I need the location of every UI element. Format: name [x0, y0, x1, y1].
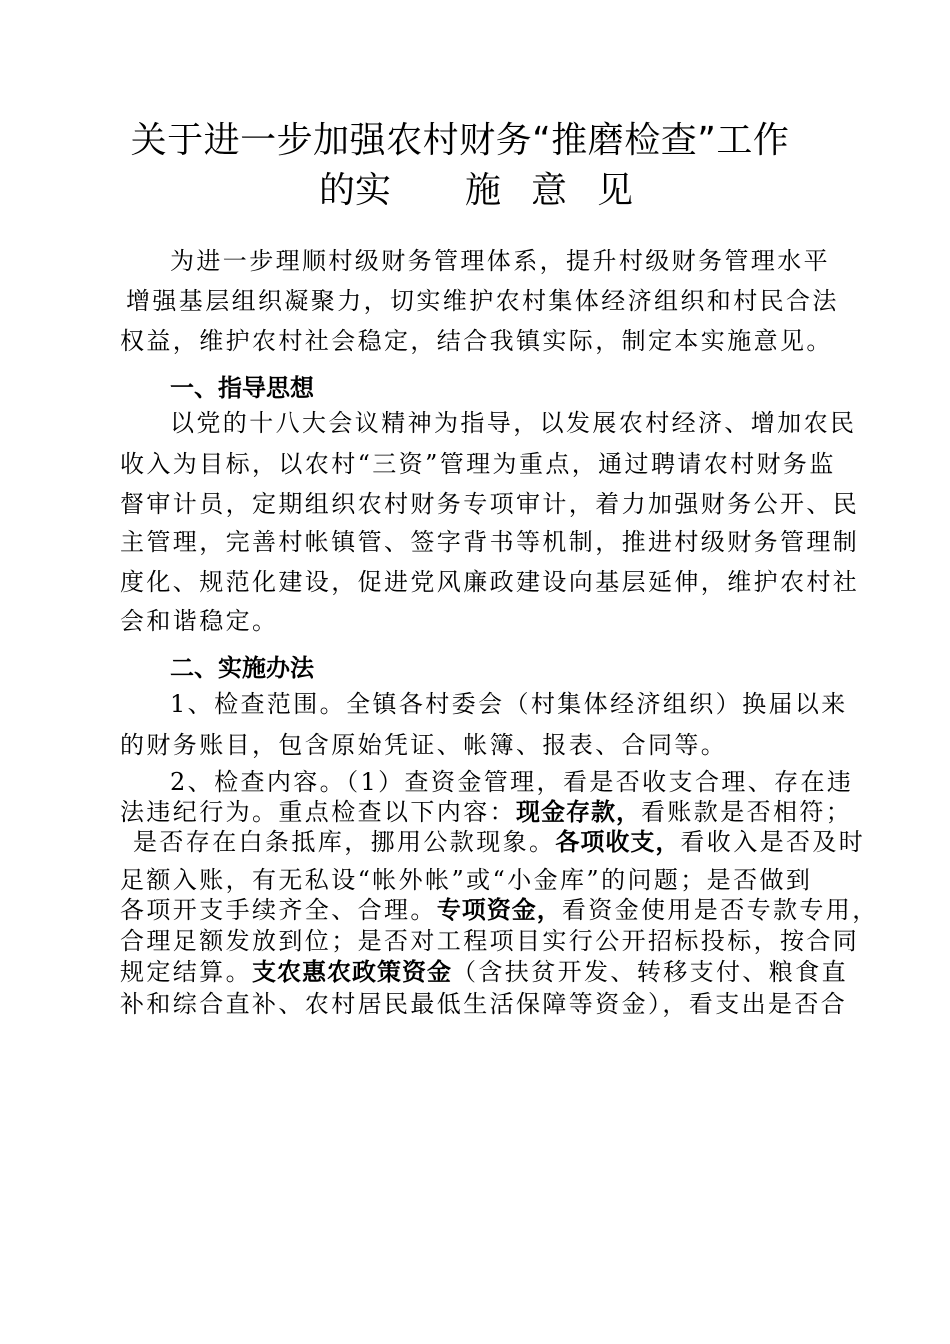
intro-line-2: 增强基层组织凝聚力，切实维护农村集体经济组织和村民合法: [126, 287, 839, 315]
item2-line-3: [133, 827, 865, 857]
intro-line-3: 权益，维护农村社会稳定，结合我镇实际，制定本实施意见。: [120, 327, 833, 355]
keyword-special-funds: 专项资金，: [436, 896, 562, 924]
item2-line-8: 补和综合直补、农村居民最低生活保障等资金），看支出是否合: [120, 990, 848, 1018]
item2-line-4: 足额入账，有无私设“帐外帐”或“小金库”的问题；是否做到: [120, 866, 813, 894]
item2-line-5: [120, 895, 879, 925]
section1-line-5: 度化、规范化建设，促进党风廉政建设向基层延伸，维护农村社: [120, 568, 860, 596]
item2-line-5-text-a: 各项开支手续齐全、合理。: [120, 896, 437, 924]
title-part-1: 的实: [318, 170, 391, 211]
item2-line-3-text-a: 是否存在白条抵库，挪用公款现象。: [133, 828, 556, 856]
title-part-3: 意: [531, 170, 568, 211]
item2-line-2-text-a: 法违纪行为。重点检查以下内容：: [120, 798, 516, 826]
item2-line-1: 2、检查内容。（1）查资金管理，看是否收支合理、存在违: [170, 768, 854, 796]
section-heading-guiding-ideology: 一、指导思想: [170, 374, 314, 402]
item2-line-7-text-b: （含扶贫开发、转移支付、粮食直: [452, 958, 848, 986]
section1-line-3: 督审计员，定期组织农村财务专项审计，着力加强财务公开、民: [120, 490, 860, 518]
keyword-agricultural-policy-funds: 支农惠农政策资金: [252, 958, 452, 986]
item2-line-7: [120, 957, 848, 987]
section-heading-implementation: 二、实施办法: [170, 654, 314, 682]
section1-line-4: 主管理，完善村帐镇管、签字背书等机制，推进村级财务管理制: [120, 528, 860, 556]
title-part-2: 施: [464, 170, 501, 211]
title-part-4: 见: [597, 170, 634, 211]
intro-line-1: 为进一步理顺村级财务管理体系，提升村级财务管理水平: [170, 247, 830, 275]
item2-line-7-text-a: 规定结算。: [120, 958, 252, 986]
keyword-cash-deposits: 现金存款，: [516, 798, 641, 826]
section1-line-1: 以党的十八大会议精神为指导，以发展农村经济、增加农民: [170, 409, 857, 437]
item2-line-5-text-b: 看资金使用是否专款专用，: [561, 896, 879, 924]
item2-line-3-text-b: 看收入是否及时: [680, 828, 866, 856]
item2-line-2: [120, 797, 852, 827]
document-title-line-1: 关于进一步加强农村财务“推磨检查”工作: [130, 120, 790, 161]
document-title-line-2: [16, 162, 936, 213]
keyword-income-expenditure: 各项收支，: [555, 828, 681, 856]
item2-line-6: 合理足额发放到位；是否对工程项目实行公开招标投标，按合同: [120, 927, 860, 955]
section1-line-2: 收入为目标，以农村“三资”管理为重点，通过聘请农村财务监: [120, 450, 836, 478]
item2-line-2-text-b: 看账款是否相符；: [641, 798, 853, 826]
item1-line-1: 1、检查范围。全镇各村委会（村集体经济组织）换届以来: [170, 690, 848, 718]
section1-line-6: 会和谐稳定。: [120, 607, 279, 635]
item1-line-2: 的财务账目，包含原始凭证、帐簿、报表、合同等。: [120, 731, 728, 759]
